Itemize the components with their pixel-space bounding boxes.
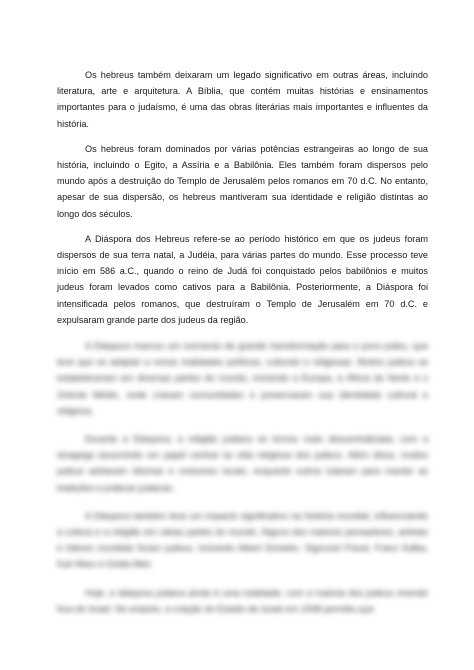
blurred-paragraph: Hoje, a diáspora judaica ainda é uma realidade, com a maioria dos judeus vivendo fora de Israel. No entanto, a criação do Estado de Israel em 1948 permitiu que xyxy=(57,587,428,614)
document-body xyxy=(57,67,428,629)
paragraph-diaspora: A Diáspora dos Hebreus refere-se ao período histórico em que os judeus foram dispersos de sua terra natal, a Judéia, para várias partes do mundo. Esse processo teve início em 586 a.C., quando o reino de Judá foi conquistado pelos babilônios e muitos judeus foram levados como cativos para a Babilônia. Posteriormente, a Diáspora foi intensificada pelos romanos, que destruíram o Templo de Jerusalém em 70 d.C. e expulsaram grande parte dos judeus da região. xyxy=(57,233,428,325)
blurred-paragraph: A Diáspora marcou um momento de grande transformação para o povo judeu, que teve que se adaptar a novas realidades políticas, culturais e religiosas. Muitos judeus se estabeleceram em diversas partes do mundo, incluindo a Europa, a África do Norte e o Oriente Médio, onde criaram comunidades e preservaram sua identidade cultural e religiosa. xyxy=(57,341,428,416)
paragraph-domination: Os hebreus foram dominados por várias potências estrangeiras ao longo de sua história, incluindo o Egito, a Assíria e a Babilônia. Eles também foram dispersos pelo mundo após a destruição do Templo de Jerusalém pelos romanos em 70 d.C. No entanto, apesar de sua dispersão, os hebreus mantiveram sua identidade e religião distintas ao longo dos séculos. xyxy=(57,143,428,219)
paragraph-legacy: Os hebreus também deixaram um legado significativo em outras áreas, incluindo literatura, arte e arquitetura. A Bíblia, que contém muitas histórias e ensinamentos importantes para o judaísmo, é uma das obras literárias mais importantes e influentes da história. xyxy=(57,70,428,129)
blurred-paragraph: Durante a Diáspora, a religião judaica se tornou mais descentralizada, com a sinagoga assumindo um papel central na vida religiosa dos judeus. Além disso, muitos judeus adotaram idiomas e costumes locais, enquanto outros lutaram para manter as tradições e práticas judaicas. xyxy=(57,434,428,493)
blurred-paragraph: A Diáspora também teve um impacto significativo na história mundial, influenciando a cultura e a religião em várias partes do mundo. Alguns dos maiores pensadores, artistas e líderes mundiais foram judeus, incluindo Albert Einstein, Sigmund Freud, Franz Kafka, Karl Marx e Golda Meir. xyxy=(57,510,428,570)
blurred-preview-section xyxy=(57,338,428,617)
